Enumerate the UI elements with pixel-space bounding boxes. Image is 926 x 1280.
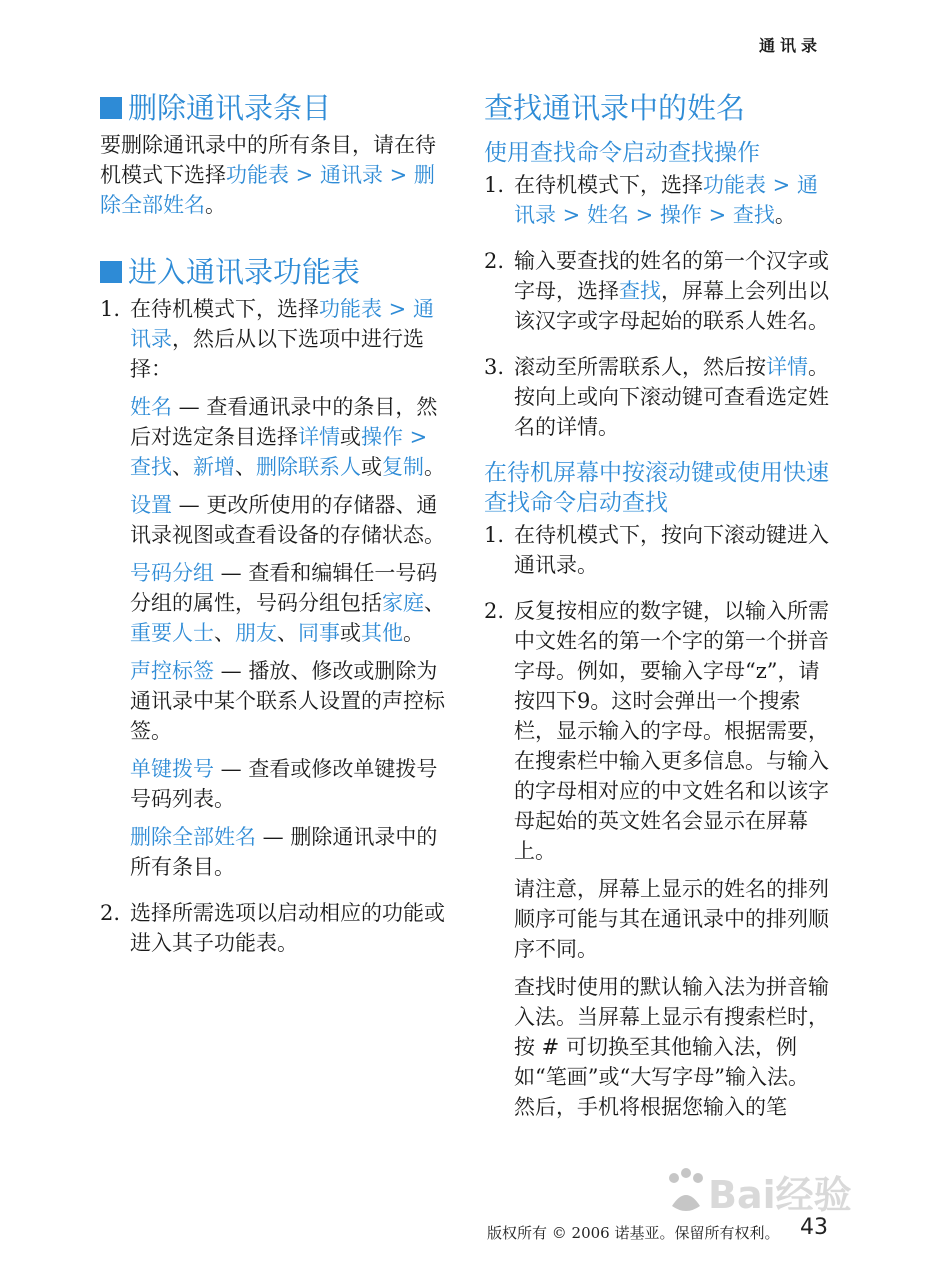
option-voice-tags: 声控标签 — 播放、修改或删除为通讯录中某个联系人设置的声控标签。	[130, 659, 445, 743]
delete-all-link: 删除全部姓名	[100, 163, 435, 217]
page-number: 43	[800, 1215, 828, 1240]
find-step-3: 3. 滚动至所需联系人，然后按详情。按向上或向下滚动键可查看选定姓名的详情。	[484, 355, 829, 439]
step-2: 2. 选择所需选项以启动相应的功能或进入其子功能表。	[100, 901, 445, 955]
quick-step-2: 2. 反复按相应的数字键，以输入所需中文姓名的第一个字的第一个拼音字母。例如，要输入字母“z”，请按四下9。这时会弹出一个搜索栏，显示输入的字母。根据需要，在搜索栏中输入更多信息。与输入的字母相对应的中文姓名和以该字母起始的英文姓名会显示在屏幕上。 请注意，屏幕上显示的姓名的排列顺序可能与其在通讯录中的排列顺序不同。 查找时使用的默认输入法为拼音输入法。当屏幕上显示有搜索栏时，按 # 可切换至其他输入法，例如“笔画”或“大写字母”输入法。然后，手机将根据您输入的笔	[484, 596, 829, 1122]
svg-text:Bai经验: Bai经验	[708, 1173, 852, 1217]
option-speed-dial: 单键拨号 — 查看或修改单键拨号号码列表。	[130, 757, 438, 811]
heading-square-bullet	[100, 261, 122, 283]
heading-square-bullet	[100, 97, 122, 119]
input-method-paragraph: 查找时使用的默认输入法为拼音输入法。当屏幕上显示有搜索栏时，按 # 可切换至其他输入法，例如“笔画”或“大写字母”输入法。然后，手机将根据您输入的笔	[514, 975, 829, 1119]
baidu-watermark-logo	[664, 1166, 894, 1222]
find-name-heading: 查找通讯录中的姓名	[484, 91, 746, 125]
contacts-link: 通讯录	[319, 163, 383, 187]
option-names: 姓名 — 查看通讯录中的条目，然后对选定条目选择详情或操作 > 查找、新增、删除联系人或复制。	[130, 395, 445, 479]
left-column	[100, 90, 445, 958]
copyright-footer: 版权所有 © 2006 诺基亚。保留所有权利。	[487, 1224, 780, 1242]
step-1: 1. 在待机模式下，选择功能表 > 通讯录，然后从以下选项中进行选择： 姓名 — 查看通讯录中的条目，然后对选定条目选择详情或操作 > 查找、新增、删除联系人或复制。 设置 — 更改所使用的存储器、通讯录视图或查看设备的存储状态。 号码分组 — 查看和编辑任一号码分组的属性，号码分组包括家庭、重要人士、朋友、同事或其他。 声控标签 — 播放、修改或删除为通讯录中某个联系人设置的声控标签。 单键拨号 — 查看或修改单键拨号号码列表。 删除全部姓名 — 删除通讯录中的所有条目。	[100, 294, 445, 882]
find-command-subheading: 使用查找命令启动查找操作	[484, 140, 760, 166]
right-column	[484, 90, 829, 1122]
quick-find-subheading: 在待机屏幕中按滚动键或使用快速查找命令启动查找	[484, 460, 829, 516]
find-step-2: 2. 输入要查找的姓名的第一个汉字或字母，选择查找，屏幕上会列出以该汉字或字母起始的联系人姓名。	[484, 249, 829, 333]
option-groups: 号码分组 — 查看和编辑任一号码分组的属性，号码分组包括家庭、重要人士、朋友、同事或其他。	[130, 561, 445, 645]
delete-contacts-heading: 删除通讯录条目	[100, 90, 445, 126]
delete-contacts-paragraph: 要删除通讯录中的所有条目，请在待机模式下选择功能表 > 通讯录 > 删除全部姓名。	[100, 133, 436, 217]
running-header: 通讯录	[758, 36, 822, 55]
option-delete-all: 删除全部姓名 — 删除通讯录中的所有条目。	[130, 825, 438, 879]
option-settings: 设置 — 更改所使用的存储器、通讯录视图或查看设备的存储状态。	[130, 493, 445, 547]
menu-link: 功能表	[226, 163, 289, 187]
quick-step-1: 1. 在待机模式下，按向下滚动键进入通讯录。	[484, 523, 829, 577]
contacts-menu-heading: 进入通讯录功能表	[100, 254, 445, 290]
find-step-1: 1. 在待机模式下，选择功能表 > 通讯录 > 姓名 > 操作 > 查找。	[484, 173, 818, 227]
note-paragraph: 请注意，屏幕上显示的姓名的排列顺序可能与其在通讯录中的排列顺序不同。	[514, 877, 829, 961]
